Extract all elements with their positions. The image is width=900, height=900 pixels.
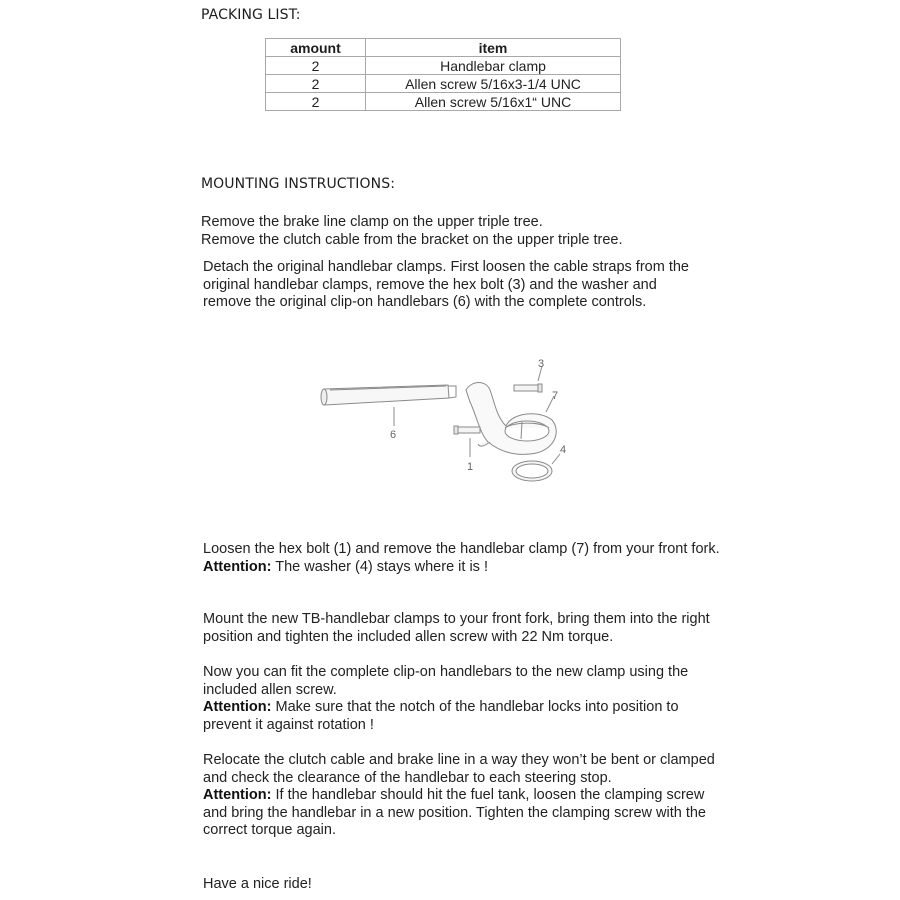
fit-paragraph bbox=[203, 664, 723, 734]
handlebar-clamp-part bbox=[466, 383, 559, 455]
amount-cell: 2 bbox=[266, 93, 366, 111]
handlebar-exploded-diagram bbox=[300, 350, 600, 500]
column-header-item: item bbox=[366, 39, 621, 57]
table-row bbox=[266, 75, 621, 93]
loosen-text: Loosen the hex bolt (1) and remove the handlebar clamp (7) from your front fork. bbox=[203, 541, 720, 557]
item-cell: Allen screw 5/16x3-1/4 UNC bbox=[366, 75, 621, 93]
detach-paragraph: Detach the original handlebar clamps. First loosen the cable straps from the original handlebar clamps, remove the hex bolt (3) and the washer and remove the original clip-on handlebars (6) with the complete controls. bbox=[203, 259, 689, 311]
label-4: 4 bbox=[560, 444, 567, 456]
intro-line-brake: Remove the brake line clamp on the upper triple tree. bbox=[201, 214, 543, 230]
mounting-instructions-heading: MOUNTING INSTRUCTIONS: bbox=[201, 176, 396, 192]
attention-label: Attention: bbox=[203, 787, 272, 804]
packing-list-heading: PACKING LIST: bbox=[201, 7, 301, 23]
label-7: 7 bbox=[552, 390, 559, 402]
label-1: 1 bbox=[467, 461, 474, 473]
relocate-text: Relocate the clutch cable and brake line in a way they won’t be bent or clamped and check the clearance of the handlebar to each steering stop. bbox=[203, 752, 715, 786]
intro-paragraph bbox=[201, 214, 721, 249]
attention-label: Attention: bbox=[203, 699, 272, 716]
washer-part bbox=[512, 461, 552, 481]
item-cell: Allen screw 5/16x1“ UNC bbox=[366, 93, 621, 111]
fit-text: Now you can fit the complete clip-on handlebars to the new clamp using the included allen screw. bbox=[203, 664, 689, 698]
column-header-amount: amount bbox=[266, 39, 366, 57]
amount-cell: 2 bbox=[266, 75, 366, 93]
fit-attention-text: Make sure that the notch of the handlebar locks into position to prevent it against rotation ! bbox=[203, 699, 679, 733]
table-row bbox=[266, 57, 621, 75]
loosen-paragraph bbox=[203, 541, 723, 576]
attention-label: Attention: bbox=[203, 558, 272, 575]
packing-list-table bbox=[265, 38, 621, 111]
hex-bolt-top-part bbox=[514, 384, 542, 392]
hex-bolt-bottom-part bbox=[454, 426, 480, 434]
table-row bbox=[266, 93, 621, 111]
table-header-row bbox=[266, 39, 621, 57]
closing-line: Have a nice ride! bbox=[203, 876, 312, 892]
label-6: 6 bbox=[390, 429, 397, 441]
amount-cell: 2 bbox=[266, 57, 366, 75]
handlebar-tube-part bbox=[321, 385, 456, 405]
intro-line-clutch: Remove the clutch cable from the bracket on the upper triple tree. bbox=[201, 231, 623, 248]
mount-paragraph: Mount the new TB-handlebar clamps to your front fork, bring them into the right position and tighten the included allen screw with 22 Nm torque. bbox=[203, 611, 710, 645]
loosen-attention-text: The washer (4) stays where it is ! bbox=[275, 558, 488, 575]
label-3: 3 bbox=[538, 358, 545, 370]
item-cell: Handlebar clamp bbox=[366, 57, 621, 75]
relocate-paragraph bbox=[203, 752, 723, 840]
relocate-attention-text: If the handlebar should hit the fuel tank, loosen the clamping screw and bring the handlebar in a new position. Tighten the clamping screw with the correct torque again. bbox=[203, 787, 706, 839]
